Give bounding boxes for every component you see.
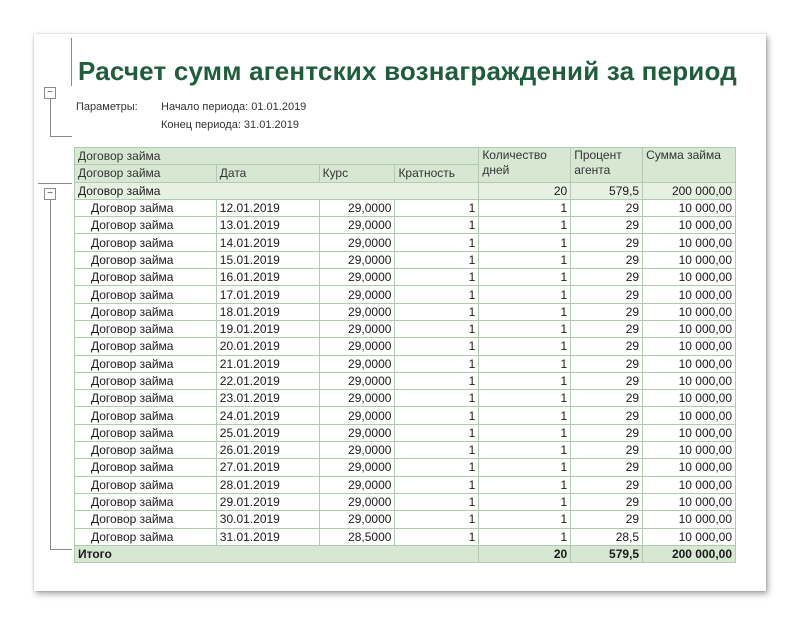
table-row[interactable] xyxy=(75,234,736,251)
params-label: Параметры: xyxy=(76,101,138,113)
cell-rate: 29,0000 xyxy=(319,476,395,493)
cell-rate: 29,0000 xyxy=(319,442,395,459)
cell-days: 1 xyxy=(479,424,571,441)
cell-multiplicity: 1 xyxy=(395,338,479,355)
cell-multiplicity: 1 xyxy=(395,424,479,441)
cell-percent: 29 xyxy=(571,407,643,424)
cell-amount: 10 000,00 xyxy=(643,269,736,286)
cell-loan: Договор займа xyxy=(75,269,217,286)
outline-line-header-tick xyxy=(50,136,72,137)
cell-multiplicity: 1 xyxy=(395,442,479,459)
cell-loan: Договор займа xyxy=(75,511,217,528)
cell-loan: Договор займа xyxy=(75,355,217,372)
cell-days: 1 xyxy=(479,459,571,476)
cell-date: 22.01.2019 xyxy=(216,372,319,389)
cell-percent: 29 xyxy=(571,424,643,441)
cell-days: 1 xyxy=(479,528,571,545)
cell-loan: Договор займа xyxy=(75,442,217,459)
cell-percent: 29 xyxy=(571,493,643,510)
cell-date: 16.01.2019 xyxy=(216,269,319,286)
cell-multiplicity: 1 xyxy=(395,199,479,216)
cell-percent: 29 xyxy=(571,320,643,337)
cell-rate: 29,0000 xyxy=(319,338,395,355)
cell-percent: 28,5 xyxy=(571,528,643,545)
cell-multiplicity: 1 xyxy=(395,303,479,320)
total-row xyxy=(75,545,736,562)
cell-multiplicity: 1 xyxy=(395,320,479,337)
total-amount: 200 000,00 xyxy=(643,545,736,562)
outline-line-top xyxy=(71,38,72,86)
cell-loan: Договор займа xyxy=(75,217,217,234)
table-row[interactable] xyxy=(75,390,736,407)
report-title: Расчет сумм агентских вознаграждений за период xyxy=(78,56,737,86)
table-row[interactable] xyxy=(75,476,736,493)
collapse-header-toggle[interactable]: − xyxy=(44,87,56,99)
cell-amount: 10 000,00 xyxy=(643,407,736,424)
cell-rate: 29,0000 xyxy=(319,286,395,303)
group-label: Договор займа xyxy=(75,182,479,199)
cell-days: 1 xyxy=(479,217,571,234)
total-percent: 579,5 xyxy=(571,545,643,562)
cell-loan: Договор займа xyxy=(75,390,217,407)
outline-line-header xyxy=(50,96,51,136)
cell-loan: Договор займа xyxy=(75,338,217,355)
table-row[interactable] xyxy=(75,442,736,459)
table-row[interactable] xyxy=(75,320,736,337)
cell-date: 24.01.2019 xyxy=(216,407,319,424)
cell-percent: 29 xyxy=(571,303,643,320)
cell-percent: 29 xyxy=(571,338,643,355)
cell-multiplicity: 1 xyxy=(395,217,479,234)
cell-loan: Договор займа xyxy=(75,251,217,268)
cell-days: 1 xyxy=(479,476,571,493)
cell-loan: Договор займа xyxy=(75,372,217,389)
cell-days: 1 xyxy=(479,407,571,424)
cell-date: 19.01.2019 xyxy=(216,320,319,337)
cell-multiplicity: 1 xyxy=(395,493,479,510)
cell-date: 21.01.2019 xyxy=(216,355,319,372)
cell-percent: 29 xyxy=(571,511,643,528)
cell-days: 1 xyxy=(479,355,571,372)
cell-days: 1 xyxy=(479,303,571,320)
cell-amount: 10 000,00 xyxy=(643,372,736,389)
table-row[interactable] xyxy=(75,493,736,510)
cell-amount: 10 000,00 xyxy=(643,338,736,355)
group-amount: 200 000,00 xyxy=(643,182,736,199)
cell-rate: 29,0000 xyxy=(319,493,395,510)
group-row[interactable] xyxy=(75,182,736,199)
period-end: Конец периода: 31.01.2019 xyxy=(161,119,299,131)
cell-percent: 29 xyxy=(571,199,643,216)
cell-rate: 29,0000 xyxy=(319,511,395,528)
cell-percent: 29 xyxy=(571,251,643,268)
cell-multiplicity: 1 xyxy=(395,355,479,372)
table-row[interactable] xyxy=(75,286,736,303)
cell-rate: 29,0000 xyxy=(319,269,395,286)
cell-days: 1 xyxy=(479,442,571,459)
cell-rate: 29,0000 xyxy=(319,217,395,234)
cell-amount: 10 000,00 xyxy=(643,511,736,528)
cell-date: 14.01.2019 xyxy=(216,234,319,251)
cell-multiplicity: 1 xyxy=(395,234,479,251)
cell-loan: Договор займа xyxy=(75,320,217,337)
cell-date: 15.01.2019 xyxy=(216,251,319,268)
cell-date: 17.01.2019 xyxy=(216,286,319,303)
cell-multiplicity: 1 xyxy=(395,372,479,389)
cell-amount: 10 000,00 xyxy=(643,234,736,251)
cell-days: 1 xyxy=(479,511,571,528)
cell-multiplicity: 1 xyxy=(395,251,479,268)
cell-rate: 29,0000 xyxy=(319,407,395,424)
cell-percent: 29 xyxy=(571,459,643,476)
cell-days: 1 xyxy=(479,493,571,510)
cell-loan: Договор займа xyxy=(75,286,217,303)
table-row[interactable] xyxy=(75,511,736,528)
cell-loan: Договор займа xyxy=(75,459,217,476)
cell-rate: 29,0000 xyxy=(319,303,395,320)
cell-days: 1 xyxy=(479,372,571,389)
cell-date: 28.01.2019 xyxy=(216,476,319,493)
cell-amount: 10 000,00 xyxy=(643,355,736,372)
cell-rate: 29,0000 xyxy=(319,459,395,476)
header-days: Количество дней xyxy=(479,148,571,183)
header-group-loan: Договор займа xyxy=(75,148,479,165)
cell-date: 20.01.2019 xyxy=(216,338,319,355)
table-row[interactable] xyxy=(75,372,736,389)
table-row[interactable] xyxy=(75,303,736,320)
outline-line-group-tick xyxy=(50,549,72,550)
cell-date: 27.01.2019 xyxy=(216,459,319,476)
cell-multiplicity: 1 xyxy=(395,476,479,493)
table-row[interactable] xyxy=(75,338,736,355)
header-rate: Курс xyxy=(319,165,395,182)
table-row[interactable] xyxy=(75,424,736,441)
cell-days: 1 xyxy=(479,390,571,407)
cell-days: 1 xyxy=(479,286,571,303)
group-days: 20 xyxy=(479,182,571,199)
cell-loan: Договор займа xyxy=(75,303,217,320)
table-row[interactable] xyxy=(75,199,736,216)
cell-amount: 10 000,00 xyxy=(643,476,736,493)
cell-days: 1 xyxy=(479,338,571,355)
cell-percent: 29 xyxy=(571,286,643,303)
cell-amount: 10 000,00 xyxy=(643,199,736,216)
outline-line-group xyxy=(50,198,51,549)
cell-rate: 29,0000 xyxy=(319,390,395,407)
table-row[interactable] xyxy=(75,355,736,372)
cell-days: 1 xyxy=(479,234,571,251)
cell-multiplicity: 1 xyxy=(395,511,479,528)
cell-percent: 29 xyxy=(571,355,643,372)
cell-date: 29.01.2019 xyxy=(216,493,319,510)
cell-multiplicity: 1 xyxy=(395,269,479,286)
cell-date: 23.01.2019 xyxy=(216,390,319,407)
cell-loan: Договор займа xyxy=(75,199,217,216)
cell-rate: 29,0000 xyxy=(319,424,395,441)
cell-multiplicity: 1 xyxy=(395,528,479,545)
group-percent: 579,5 xyxy=(571,182,643,199)
cell-loan: Договор займа xyxy=(75,528,217,545)
cell-amount: 10 000,00 xyxy=(643,459,736,476)
cell-loan: Договор займа xyxy=(75,493,217,510)
cell-loan: Договор займа xyxy=(75,424,217,441)
cell-multiplicity: 1 xyxy=(395,286,479,303)
cell-percent: 29 xyxy=(571,442,643,459)
total-label: Итого xyxy=(75,545,479,562)
cell-days: 1 xyxy=(479,320,571,337)
cell-amount: 10 000,00 xyxy=(643,442,736,459)
cell-multiplicity: 1 xyxy=(395,390,479,407)
cell-rate: 29,0000 xyxy=(319,355,395,372)
cell-rate: 29,0000 xyxy=(319,199,395,216)
period-start: Начало периода: 01.01.2019 xyxy=(161,101,307,113)
table-row[interactable] xyxy=(75,217,736,234)
cell-date: 13.01.2019 xyxy=(216,217,319,234)
header-date: Дата xyxy=(216,165,319,182)
report-table xyxy=(74,147,736,563)
table-row[interactable] xyxy=(75,251,736,268)
cell-date: 12.01.2019 xyxy=(216,199,319,216)
cell-date: 18.01.2019 xyxy=(216,303,319,320)
cell-days: 1 xyxy=(479,269,571,286)
cell-percent: 29 xyxy=(571,390,643,407)
header-row-1 xyxy=(75,148,736,165)
header-loan: Договор займа xyxy=(75,165,217,182)
cell-days: 1 xyxy=(479,199,571,216)
cell-loan: Договор займа xyxy=(75,234,217,251)
cell-percent: 29 xyxy=(571,372,643,389)
cell-amount: 10 000,00 xyxy=(643,528,736,545)
cell-date: 31.01.2019 xyxy=(216,528,319,545)
cell-rate: 29,0000 xyxy=(319,234,395,251)
collapse-group-toggle[interactable]: − xyxy=(44,188,56,200)
cell-amount: 10 000,00 xyxy=(643,217,736,234)
cell-rate: 29,0000 xyxy=(319,372,395,389)
cell-rate: 29,0000 xyxy=(319,320,395,337)
table-row[interactable] xyxy=(75,459,736,476)
cell-amount: 10 000,00 xyxy=(643,251,736,268)
cell-amount: 10 000,00 xyxy=(643,286,736,303)
cell-multiplicity: 1 xyxy=(395,407,479,424)
cell-rate: 29,0000 xyxy=(319,251,395,268)
cell-date: 25.01.2019 xyxy=(216,424,319,441)
cell-date: 26.01.2019 xyxy=(216,442,319,459)
cell-loan: Договор займа xyxy=(75,476,217,493)
cell-amount: 10 000,00 xyxy=(643,390,736,407)
cell-amount: 10 000,00 xyxy=(643,493,736,510)
cell-amount: 10 000,00 xyxy=(643,320,736,337)
total-days: 20 xyxy=(479,545,571,562)
table-row[interactable] xyxy=(75,269,736,286)
cell-days: 1 xyxy=(479,251,571,268)
table-row[interactable] xyxy=(75,407,736,424)
header-percent: Процент агента xyxy=(571,148,643,183)
cell-percent: 29 xyxy=(571,234,643,251)
cell-percent: 29 xyxy=(571,217,643,234)
header-multiplicity: Кратность xyxy=(395,165,479,182)
table-row[interactable] xyxy=(75,528,736,545)
cell-date: 30.01.2019 xyxy=(216,511,319,528)
cell-rate: 28,5000 xyxy=(319,528,395,545)
cell-amount: 10 000,00 xyxy=(643,303,736,320)
cell-percent: 29 xyxy=(571,476,643,493)
cell-amount: 10 000,00 xyxy=(643,424,736,441)
cell-loan: Договор займа xyxy=(75,407,217,424)
header-amount: Сумма займа xyxy=(643,148,736,183)
cell-multiplicity: 1 xyxy=(395,459,479,476)
outline-line-hrule xyxy=(38,183,72,184)
cell-percent: 29 xyxy=(571,269,643,286)
